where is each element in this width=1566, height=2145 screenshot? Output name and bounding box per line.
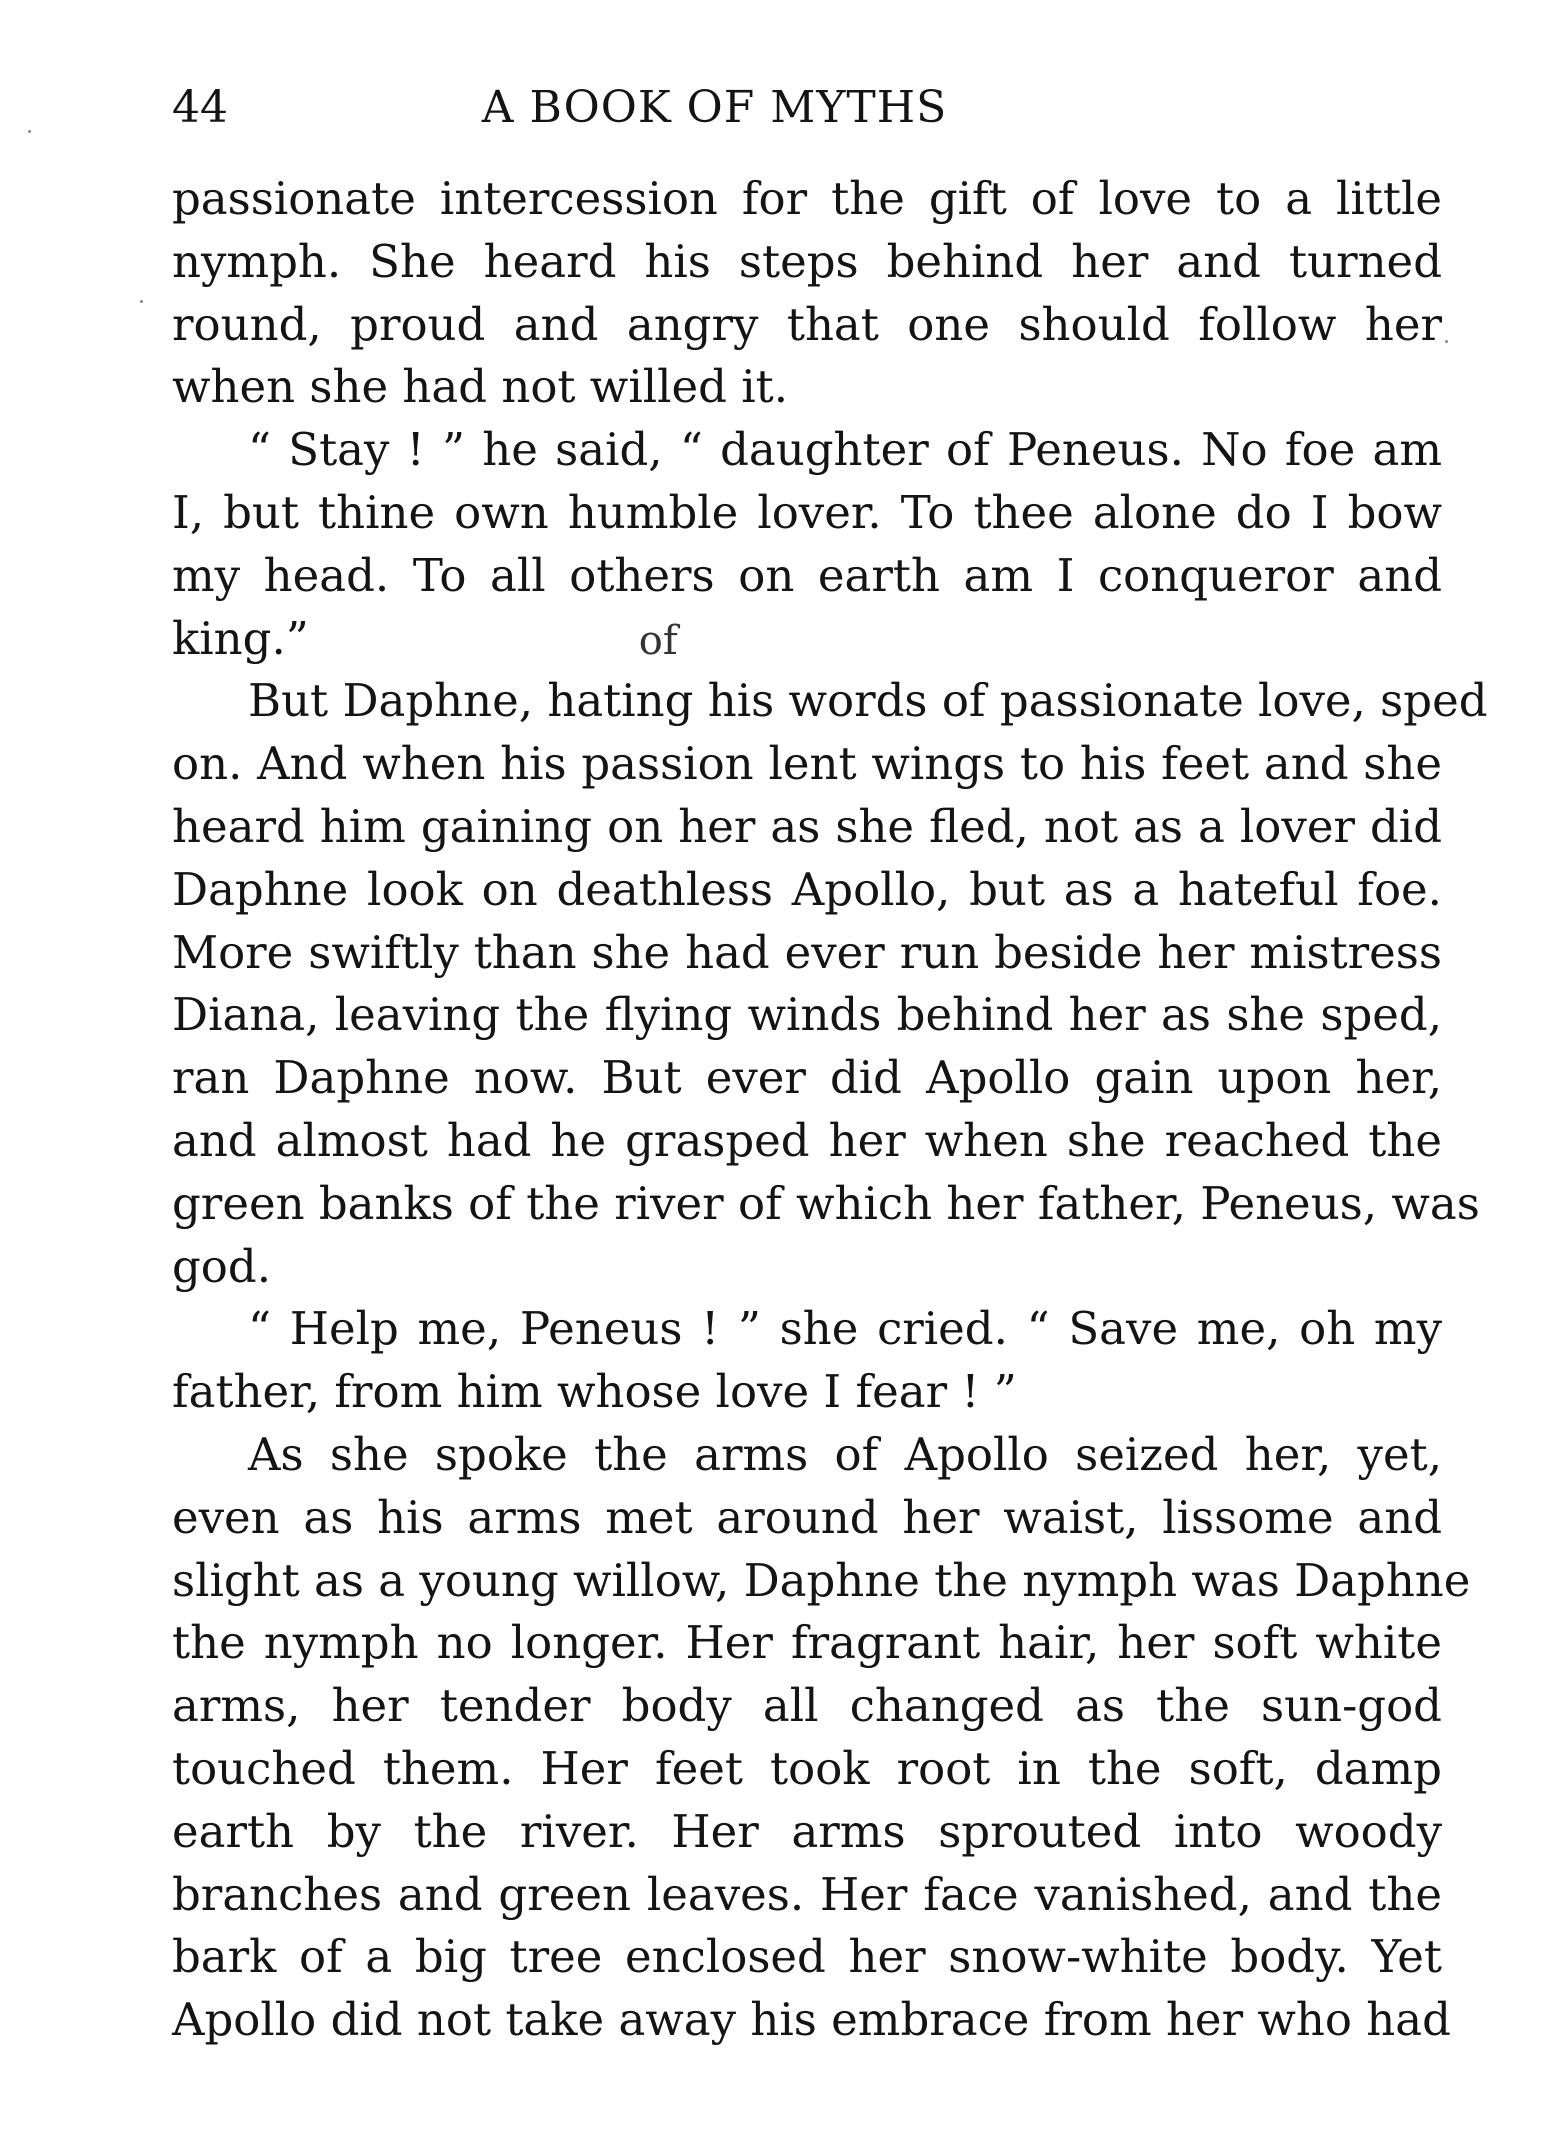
text-line: even as his arms met around her waist, lissome and <box>172 1490 1442 1544</box>
page-header <box>172 78 1442 138</box>
text-line: round, proud and angry that one should follow her <box>172 297 1442 351</box>
body-text <box>172 168 1488 2052</box>
text-line: ran Daphne now. But ever did Apollo gain upon her, <box>172 1051 1442 1105</box>
text-line: But Daphne, hating his words of passionate love, sped <box>248 674 1488 728</box>
text-line: More swiftly than she had ever run beside her mistress <box>172 925 1442 979</box>
scan-speck <box>140 300 143 303</box>
text-line: “ Help me, Peneus ! ” she cried. “ Save me, oh my <box>248 1302 1442 1356</box>
text-line: on. And when his passion lent wings to his feet and she <box>172 737 1442 791</box>
text-line: I, but thine own humble lover. To thee alone do I bow <box>172 485 1442 539</box>
text-line: king.” <box>172 611 309 665</box>
text-line: touched them. Her feet took root in the soft, damp <box>172 1741 1442 1795</box>
text-line: Diana, leaving the flying winds behind her as she sped, <box>172 988 1442 1042</box>
scan-speck <box>28 130 31 133</box>
text-line: father, from him whose love I fear ! ” <box>172 1365 1017 1419</box>
page-number: 44 <box>172 82 228 133</box>
text-line: green banks of the river of which her father, Peneus, was <box>172 1176 1480 1230</box>
text-line: and almost had he grasped her when she reached the <box>172 1113 1442 1167</box>
scan-speck <box>1445 340 1448 343</box>
text-line: “ Stay ! ” he said, “ daughter of Peneus. No foe am <box>248 423 1442 477</box>
text-line: Daphne look on deathless Apollo, but as a hateful foe. <box>172 862 1442 916</box>
text-line: passionate intercession for the gift of love to a little <box>172 172 1442 225</box>
text-line: arms, her tender body all changed as the sun-god <box>172 1679 1442 1733</box>
text-line: bark of a big tree enclosed her snow-white body. Yet <box>172 1930 1442 1984</box>
text-line: slight as a young willow, Daphne the nymph was Daphne <box>172 1553 1471 1607</box>
text-line: earth by the river. Her arms sprouted into woody <box>172 1804 1442 1858</box>
text-line: As she spoke the arms of Apollo seized her, yet, <box>248 1427 1442 1481</box>
text-line: branches and green leaves. Her face vanished, and the <box>172 1867 1442 1921</box>
text-line: the nymph no longer. Her fragrant hair, her soft white <box>172 1616 1442 1670</box>
text-line: nymph. She heard his steps behind her and turned <box>172 234 1442 288</box>
text-line: when she had not willed it. <box>172 360 789 414</box>
text-line: god. <box>172 1239 272 1293</box>
running-head: A BOOK OF MYTHS <box>481 82 948 133</box>
stray-print-mark: of <box>638 617 678 664</box>
text-line: Apollo did not take away his embrace from her who had <box>172 1993 1451 2047</box>
text-line: heard him gaining on her as she fled, not as a lover did <box>172 799 1442 853</box>
text-line-with-mark <box>172 608 1442 671</box>
text-line: my head. To all others on earth am I conqueror and <box>172 548 1442 602</box>
